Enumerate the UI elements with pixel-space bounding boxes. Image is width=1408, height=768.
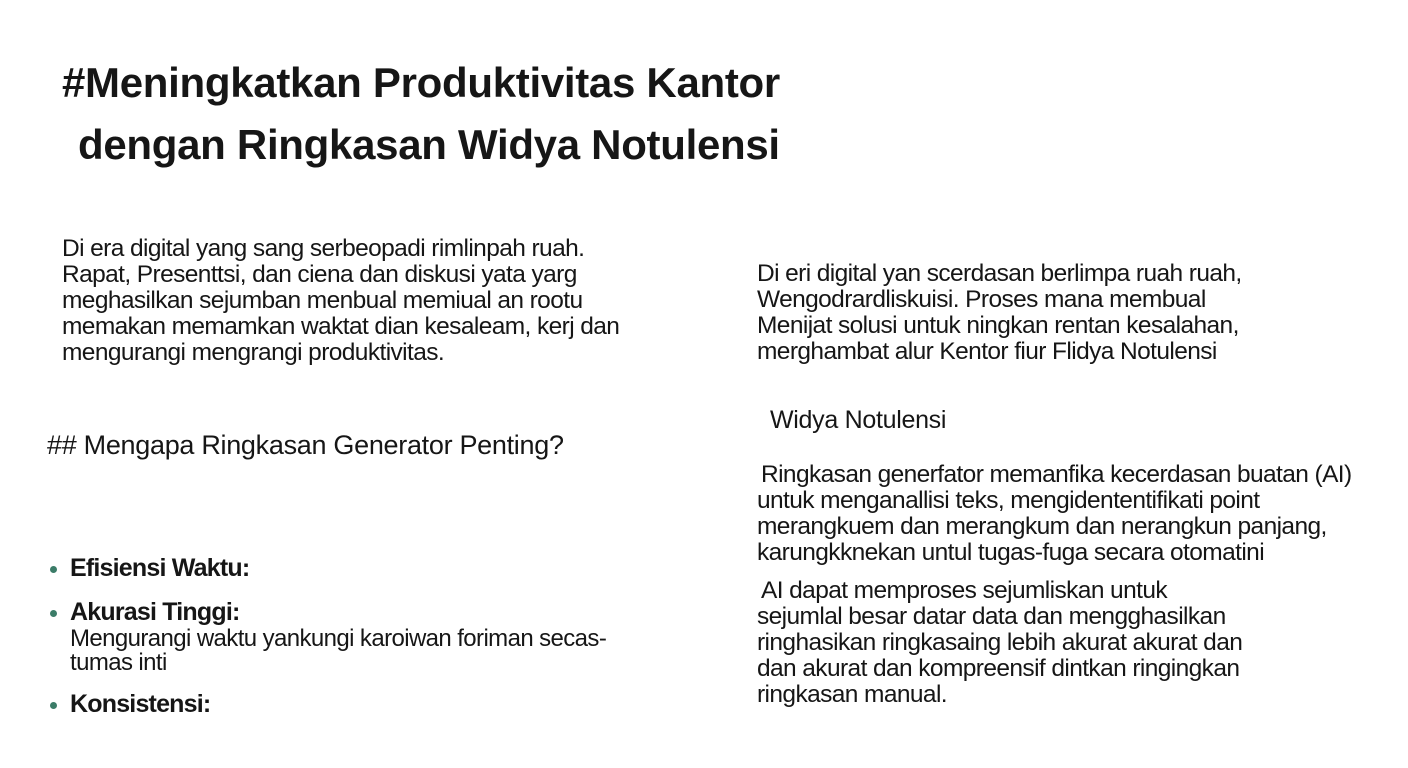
- list-item: [46, 597, 606, 675]
- title-line-1: #Meningkatkan Produktivitas Kantor: [62, 59, 780, 106]
- bullet-icon: [50, 702, 57, 709]
- right-heading: Widya Notulensi: [770, 406, 947, 434]
- text-line: Di eri digital yan scerdasan berlimpa ruah ruah,: [757, 260, 1242, 287]
- text-line: memakan memamkan waktat dian kesaleam, kerj dan: [62, 313, 620, 340]
- text-line: sejumlal besar datar data dan mengghasilkan: [757, 603, 1226, 630]
- text-line: ringkasan manual.: [757, 681, 947, 708]
- text-line: mengurangi mengrangi produktivitas.: [62, 339, 445, 366]
- text-line: Di era digital yang sang serbeopadi rimlinpah ruah.: [62, 235, 585, 262]
- text-line: karungkknekan untul tugas-fuga secara otomatini: [757, 539, 1265, 566]
- text-line: Wengodrardliskuisi. Proses mana membual: [757, 286, 1206, 313]
- text-line: merghambat alur Kentor fiur Flidya Notulensi: [757, 338, 1217, 365]
- title-line-2: dengan Ringkasan Widya Notulensi: [78, 121, 780, 168]
- text-line: Rapat, Presenttsi, dan ciena dan diskusi yata yarg: [62, 261, 577, 288]
- right-paragraph-2: [757, 578, 1242, 708]
- text-line: dan akurat dan kompreensif dintkan ringingkan: [757, 655, 1240, 682]
- page-title: [62, 52, 780, 176]
- text-line: untuk menganallisi teks, mengidententifikati point: [757, 487, 1260, 514]
- right-paragraph-1: [757, 462, 1352, 566]
- bullet-label: Akurasi Tinggi:: [70, 598, 240, 626]
- text-line: Ringkasan generfator memanfika kecerdasan buatan (AI): [761, 461, 1352, 488]
- bullet-icon: [50, 566, 57, 573]
- intro-paragraph-right: [757, 261, 1242, 365]
- text-line: Menijat solusi untuk ningkan rentan kesalahan,: [757, 312, 1239, 339]
- list-item: [46, 689, 606, 719]
- list-item: [46, 553, 606, 583]
- bullet-label: Efisiensi Waktu:: [70, 554, 250, 582]
- text-line: meghasilkan sejumban menbual memiual an rootu: [62, 287, 583, 314]
- text-line: ringhasikan ringkasaing lebih akurat akurat dan: [757, 629, 1243, 656]
- bullet-description: tumas inti: [70, 649, 167, 676]
- benefit-list: [46, 553, 606, 733]
- section-heading: ## Mengapa Ringkasan Generator Penting?: [47, 430, 564, 460]
- bullet-label: Konsistensi:: [70, 690, 211, 718]
- text-line: AI dapat memproses sejumliskan untuk: [761, 577, 1167, 604]
- bullet-icon: [50, 610, 57, 617]
- intro-paragraph-left: [62, 236, 619, 366]
- bullet-description: Mengurangi waktu yankungi karoiwan foriman secas-: [70, 625, 607, 652]
- text-line: merangkuem dan merangkum dan nerangkun panjang,: [757, 513, 1327, 540]
